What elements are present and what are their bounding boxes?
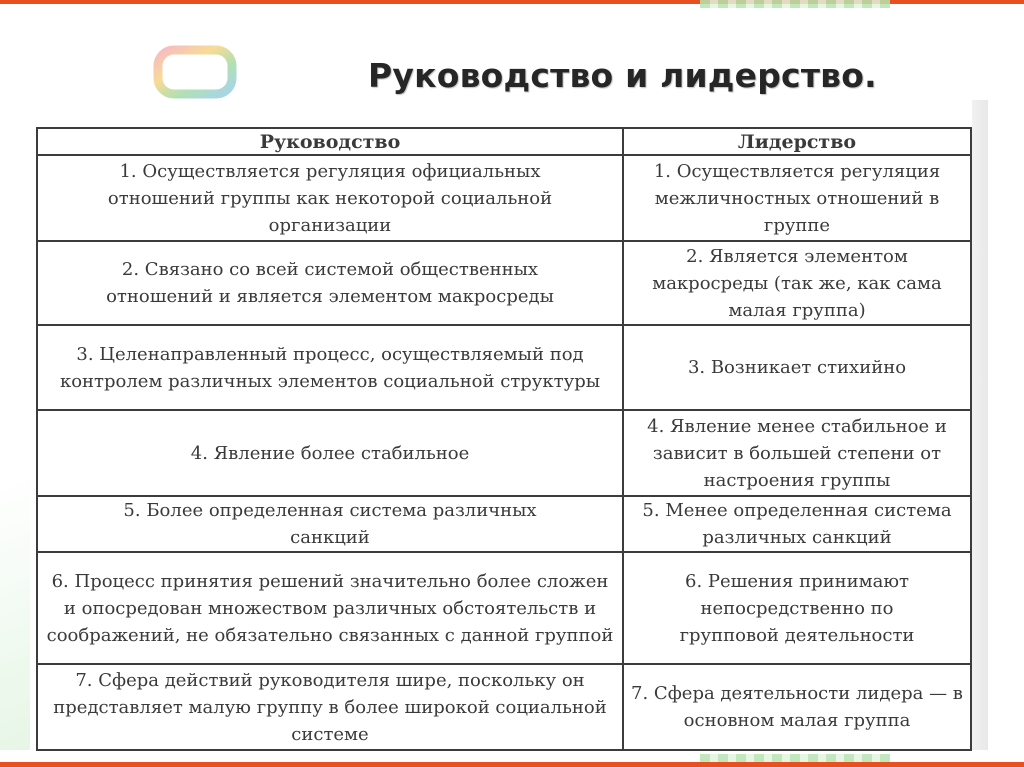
table-cell-leadership: 6. Решения принимают непосредственно по групповой деятельности — [623, 552, 971, 664]
comparison-table — [36, 127, 972, 751]
table-row — [37, 552, 971, 664]
table-header-row — [37, 128, 971, 155]
top-decoration — [700, 0, 890, 8]
table-cell-leadership: 3. Возникает стихийно — [623, 325, 971, 410]
table-cell-leadership: 4. Явление менее стабильное и зависит в большей степени от настроения группы — [623, 410, 971, 496]
bottom-accent-bar — [0, 762, 1024, 767]
column-header-leadership: Лидерство — [623, 128, 971, 155]
table-cell-management: 1. Осуществляется регуляция официальных отношений группы как некоторой социальной организации — [37, 155, 623, 241]
table-cell-management: 3. Целенаправленный процесс, осуществляемый под контролем различных элементов социальной структуры — [37, 325, 623, 410]
column-header-management: Руководство — [37, 128, 623, 155]
table-row — [37, 155, 971, 241]
slide-title: Руководство и лидерство. — [368, 56, 877, 95]
table-cell-management: 4. Явление более стабильное — [37, 410, 623, 496]
table-row — [37, 496, 971, 552]
table-cell-management: 5. Более определенная система различных санкций — [37, 496, 623, 552]
table-cell-leadership: 5. Менее определенная система различных санкций — [623, 496, 971, 552]
table-cell-leadership: 7. Сфера деятельности лидера — в основном малая группа — [623, 664, 971, 750]
left-decoration — [0, 480, 30, 750]
table-cell-management: 6. Процесс принятия решений значительно более сложен и опосредован множеством различных обстоятельств и соображений, не обязательно связанных с данной группой — [37, 552, 623, 664]
table-row — [37, 410, 971, 496]
table-row — [37, 325, 971, 410]
table-row — [37, 664, 971, 750]
table-cell-leadership: 2. Является элементом макросреды (так же, как сама малая группа) — [623, 241, 971, 325]
rounded-square-logo-icon — [152, 44, 238, 100]
right-edge-shadow — [972, 100, 988, 750]
table-row — [37, 241, 971, 325]
table-cell-management: 2. Связано со всей системой общественных отношений и является элементом макросреды — [37, 241, 623, 325]
table-cell-leadership: 1. Осуществляется регуляция межличностных отношений в группе — [623, 155, 971, 241]
bottom-decoration — [700, 754, 890, 762]
table-cell-management: 7. Сфера действий руководителя шире, поскольку он представляет малую группу в более широкой социальной системе — [37, 664, 623, 750]
